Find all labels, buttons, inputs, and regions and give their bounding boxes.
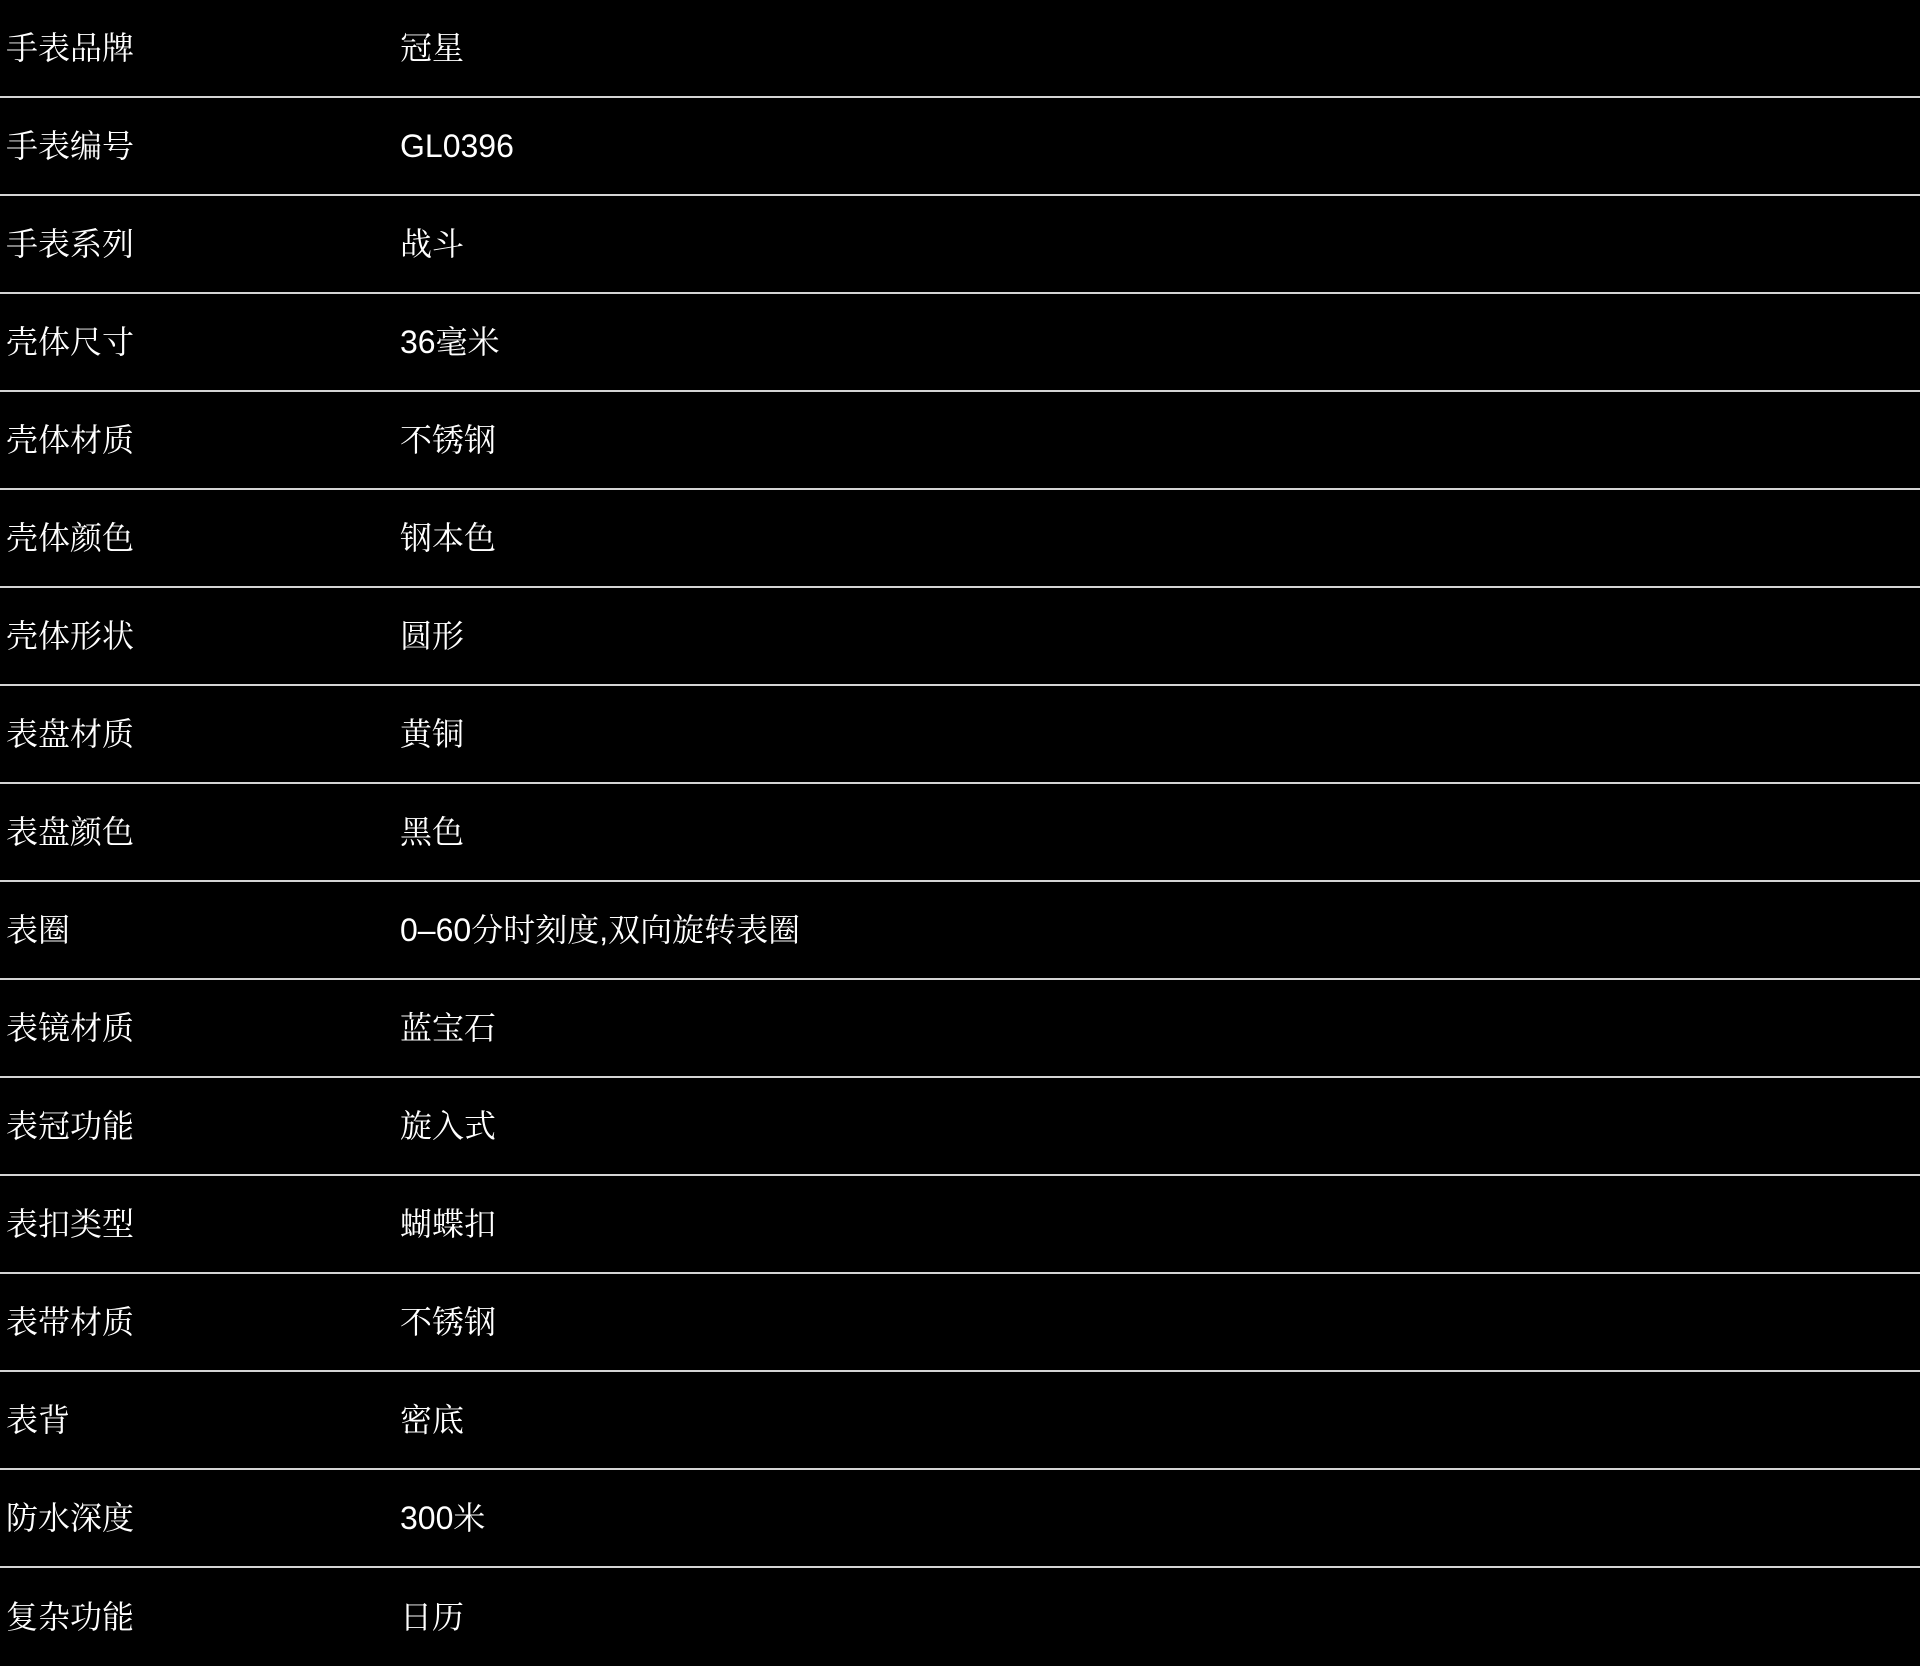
table-row — [0, 1372, 1920, 1470]
spec-label: 壳体材质 — [6, 422, 135, 458]
spec-label: 壳体颜色 — [6, 520, 135, 556]
table-row — [0, 490, 1920, 588]
spec-value: 旋入式 — [400, 1108, 497, 1144]
spec-label: 壳体形状 — [6, 618, 135, 654]
spec-value: 黄铜 — [400, 716, 465, 752]
spec-value: 日历 — [400, 1599, 465, 1635]
table-row — [0, 1470, 1920, 1568]
spec-label: 表盘颜色 — [6, 814, 135, 850]
spec-value: 36毫米 — [400, 324, 500, 360]
table-row — [0, 294, 1920, 392]
spec-label: 手表编号 — [6, 128, 135, 164]
table-row — [0, 784, 1920, 882]
table-row — [0, 98, 1920, 196]
table-row — [0, 0, 1920, 98]
spec-label: 复杂功能 — [6, 1599, 135, 1635]
spec-label: 手表品牌 — [6, 30, 135, 66]
table-row — [0, 1568, 1920, 1666]
table-row — [0, 1078, 1920, 1176]
table-row — [0, 882, 1920, 980]
table-row — [0, 588, 1920, 686]
spec-label: 表背 — [6, 1402, 71, 1438]
spec-value: 不锈钢 — [400, 1304, 497, 1340]
spec-value: 0–60分时刻度,双向旋转表圈 — [400, 912, 801, 948]
spec-value: 300米 — [400, 1500, 486, 1536]
spec-value: GL0396 — [400, 128, 514, 164]
spec-value: 蓝宝石 — [400, 1010, 497, 1046]
spec-label: 表带材质 — [6, 1304, 135, 1340]
spec-value: 战斗 — [400, 226, 465, 262]
spec-label: 表盘材质 — [6, 716, 135, 752]
table-row — [0, 686, 1920, 784]
table-row — [0, 392, 1920, 490]
spec-value: 钢本色 — [400, 520, 497, 556]
spec-label: 表扣类型 — [6, 1206, 135, 1242]
spec-value: 不锈钢 — [400, 422, 497, 458]
spec-label: 表冠功能 — [6, 1108, 135, 1144]
spec-label: 防水深度 — [6, 1500, 135, 1536]
spec-value: 密底 — [400, 1402, 465, 1438]
table-row — [0, 1274, 1920, 1372]
spec-label: 手表系列 — [6, 226, 135, 262]
table-row — [0, 1176, 1920, 1274]
spec-value: 蝴蝶扣 — [400, 1206, 497, 1242]
spec-value: 黑色 — [400, 814, 465, 850]
spec-value: 冠星 — [400, 30, 465, 66]
spec-value: 圆形 — [400, 618, 465, 654]
spec-label: 壳体尺寸 — [6, 324, 135, 360]
spec-label: 表镜材质 — [6, 1010, 135, 1046]
table-row — [0, 980, 1920, 1078]
table-row — [0, 196, 1920, 294]
spec-label: 表圈 — [6, 912, 71, 948]
